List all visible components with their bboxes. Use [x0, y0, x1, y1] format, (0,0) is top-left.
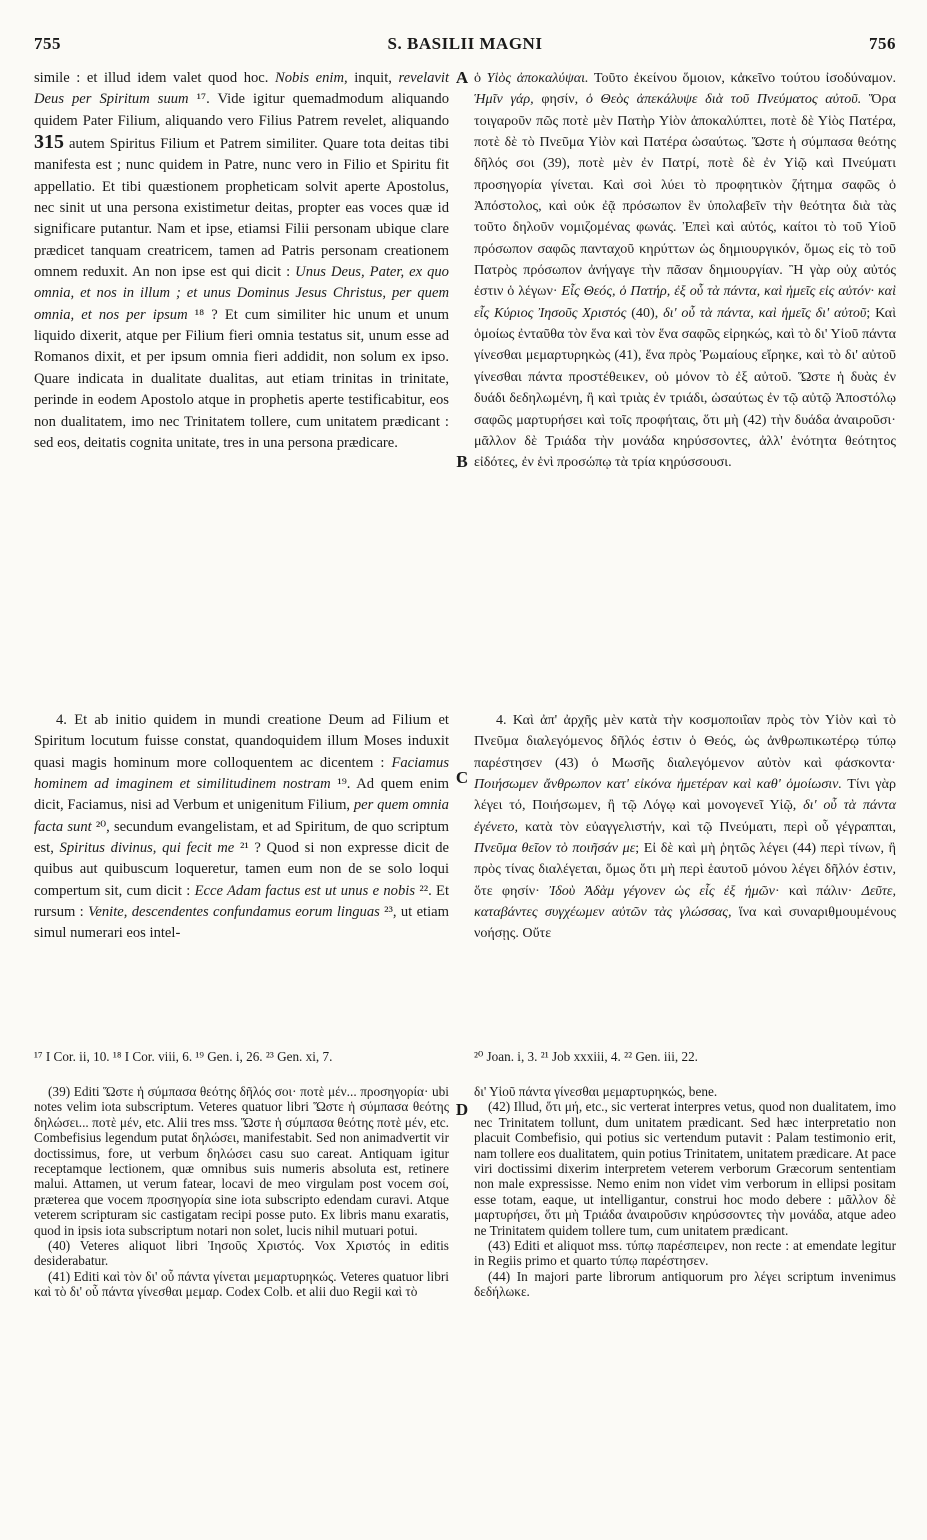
margin-letter-d: D [455, 1100, 469, 1119]
latin-quote: per quem omnia facta sunt [34, 797, 449, 835]
latin-text: ²². Et rursum : [34, 882, 450, 921]
latin-column [34, 68, 449, 454]
latin-scripture-refs: ¹⁷ I Cor. ii, 10. ¹⁸ I Cor. viii, 6. ¹⁹ Gen. i, 26. ²³ Gen. xi, 7. [34, 1049, 333, 1064]
greek-text: Ὅρα τοιγαροῦν πῶς ποτὲ μὲν Πατὴρ Υἱὸν ἀποκαλύπτει, ποτὲ δὲ Υἱὸς Πατέρα, ποτὲ δὲ τὸ Πνεῦμα Υἱὸν καὶ Πατέρα ὡσαύτως. Ὥστε ἡ σύμπασα θεότης δῆλός σοι (39), ποτὲ μὲν ἐν Πατρί, ποτὲ δὲ ἐν Υἱῷ καὶ Πνεύματι προσηγορία γίνεται. Καὶ σοὶ λύει τὸ προφητικὸν ζήτημα σαφῶς ὁ Ἀπόστολος, καὶ οὐκ ἐᾷ πρόσωπον ἓν ὑπολαβεῖν τὴν θεότητα διὰ τὰς τοῦτο δηλοῦν νομιζομένας φωνάς. Ἐπεὶ καὶ αὐτός, καίτοι τὸ τοῦ Υἱοῦ πρόσωπον σαφῶς πανταχοῦ κηρύττων ὡς δημιουργικόν, ὅμως εἰς τὸ τοῦ Πατρὸς πρόσωπον ἀνήγαγε τὴν πᾶσαν δημιουργίαν. Ἢ γὰρ οὐχ αὐτός ἐστιν ὁ λέγων· [474, 91, 896, 300]
latin-quote: Unus Deus, Pater, ex quo omnia, et nos in illum ; et unus Dominus Jesus Christus, per quem omnia, et nos per ipsum [34, 264, 449, 323]
running-header [34, 34, 896, 58]
note-41-continued: δι' Υἱοῦ πάντα γίνεσθαι μεμαρτυρηκώς, bene. [474, 1084, 718, 1099]
latin-paragraph-1 [34, 68, 449, 454]
margin-letter-a: A [455, 68, 469, 87]
greek-scripture-refs: ²⁰ Joan. i, 3. ²¹ Job xxxiii, 4. ²² Gen. iii, 22. [474, 1049, 698, 1064]
greek-text: Τίνι γὰρ λέγει τό, Ποιήσωμεν, ἢ τῷ Λόγῳ καὶ μονογενεῖ Υἱῷ, [474, 776, 896, 814]
latin-quote: Nobis enim, [275, 70, 348, 86]
page-number-right: 756 [869, 34, 896, 53]
greek-quote: Δεῦτε, καταβάντες συγχέωμεν αὐτῶν τὰς γλώσσας, [474, 882, 897, 921]
page-number-left: 755 [34, 34, 61, 53]
note-39: (39) Editi Ὥστε ἡ σύμπασα θεότης δῆλός σοι· ποτὲ μέν... προσηγορία· ubi notes velim iota subscriptum. Veteres quatuor libri Ὥστε ἡ σύμπασα θεότης δηλώσει... ποτὲ μέν, etc. Alii tres mss. Ὥστε ἡ σύμπασα θεότης ποτὲ μέν, etc. Combefisius legendum putat δηλώσει, manifestabit. Sed non animadvertit vir doctissimus, fore, ut verbum δηλώσει casu suo careat. Antiquam igitur receptamque lectionem, quæ omnibus suis numeris absoluta est, retinere malui. Attamen, ut verum fatear, locavi de meo virgulam post vocem σοί, præterea que vocem προσηγορία sine iota subscripto edendam curavi. Atque veterem scripturam sic castigatam recipi posse puto. Ex libris manu exaratis, quod in ipsis iota subscriptum notari non solet, lucis nihil mutuari potui. [34, 1084, 449, 1238]
greek-text: ἵνα καὶ συναριθμουμένους νοήσῃς. Οὔτε [474, 904, 896, 942]
greek-quote: Πνεῦμα θεῖον τὸ ποιῆσάν με [474, 840, 636, 857]
latin-quote: Venite, descendentes confundamus eorum linguas [88, 904, 380, 921]
note-42: (42) Illud, ὅτι μή, etc., sic verterat interpres vetus, quod non dualitatem, imo nec Trinitatem tollunt, dum unitatem prædicant. Sed hæc interpretatio non placuit Combefisio, qui potius sic vertendum putavit : Palam testimonio erit, nam tollere eos dualitatem, quin potius Trinitatem, unitatem prædicare. At pace viri doctissimi dixerim interpretem veterem verborum Græcorum sententiam non male expressisse. Nemo enim non videt vim verborum in ellipsi positam esse totam, eaque, ut intelligantur, construi hoc modo debere : μᾶλλον δὲ μαρτυρήσει, ὅτι μὴ Τριάδα ἀναιροῦσιν κηρύσσοντες τὴν μονάδα, atque adeo ne Trinitatem quidem tollere tum, cum unitatem prædicant. [474, 1099, 896, 1238]
latin-paragraph-2 [34, 710, 449, 945]
latin-quote: Spiritus divinus, qui fecit me [59, 840, 235, 857]
greek-text: · καὶ πάλιν· [774, 882, 862, 899]
notes-left-column [34, 1084, 449, 1300]
greek-text: ὁ [474, 70, 487, 86]
latin-quote: revelavit Deus per Spiritum suum [34, 70, 450, 108]
greek-quote: δι' οὗ τὰ πάντα, καὶ ἡμεῖς δι' αὐτοῦ [663, 304, 867, 321]
latin-text: simile : et illud idem valet quod hoc. [34, 70, 275, 86]
greek-text: 4. Καὶ ἀπ' ἀρχῆς μὲν κατὰ τὴν κοσμοποιΐαν πρὸς τὸν Υἱὸν καὶ τὸ Πνεῦμα διαλεγόμενος δῆλός ἐστιν ὁ Θεός, ὡς ἀνθρωπικωτέρῳ τύπῳ παρέστησεν (43) ὁ Μωσῆς διαλεγόμενον αὐτὸν καὶ φάσκοντα· [474, 712, 896, 771]
greek-quote: Ποιήσωμεν ἄνθρωπον κατ' εἰκόνα ἡμετέραν καὶ καθ' ὁμοίωσιν. [474, 776, 842, 793]
note-40: (40) Veteres aliquot libri Ἰησοῦς Χριστός. Vox Χριστός in editis desiderabatur. [34, 1238, 449, 1269]
latin-quote: Ecce Adam factus est ut unus e nobis [194, 882, 416, 899]
greek-text: κατὰ τὸν εὐαγγελιστήν, καὶ τῷ Πνεύματι, περὶ οὗ γέγραπται, [518, 818, 896, 835]
latin-text: ¹⁹. Ad quem enim dicit, Faciamus, nisi ad Verbum et unigenitum Filium, [34, 776, 449, 814]
notes-right-column [474, 1084, 896, 1300]
greek-quote: δι' οὗ τὰ πάντα ἐγένετο, [474, 797, 896, 835]
greek-column-section-4 [474, 710, 896, 945]
greek-paragraph-2 [474, 710, 896, 945]
running-title: S. BASILII MAGNI [387, 34, 543, 53]
greek-text: Τοῦτο ἐκείνου ὅμοιον, κἀκεῖνο τούτου ἰσοδύναμον. [588, 70, 896, 86]
latin-column-section-4 [34, 710, 449, 945]
latin-text: 4. Et ab initio quidem in mundi creatione Deum ad Filium et Spiritum locutum fuisse constat, quandoquidem illum Moses induxit quasi magis hominum more colloquentem ac dicentem : [34, 712, 449, 771]
latin-text: ¹⁷. Vide igitur quemadmodum aliquando quidem Pater Filium, aliquando vero Filius Patrem revelet, aliquando [34, 91, 449, 129]
margin-letter-c: C [455, 768, 469, 787]
greek-paragraph-1 [474, 68, 896, 474]
note-44: (44) In majori parte librorum antiquorum pro λέγει scriptum invenimus δεδήλωκε. [474, 1268, 896, 1300]
greek-text: ; Καὶ ὁμοίως ἐνταῦθα τὸν ἕνα καὶ τὸν ἕνα σαφῶς εἰρηκώς, καὶ τὸ δι' Υἱοῦ πάντα γίνεσθαι μεμαρτυρηκὼς (41), ἕνα πρὸς Ῥωμαίους εἴρηκε, καὶ τὸ δι' αὐτοῦ γίνεσθαι πάντα προστέθεικεν, οὐ μόνον τὸ ἐξ αὐτοῦ. Ὥστε ἡ δυὰς ἐν δυάδι δεδηλωμένη, ἢ καὶ τριὰς ἐν τριάδι, ὡσαύτως ἐν τῷ αὐτῷ Ἀποστόλῳ σαφῶς μαρτυρήσει καὶ τοῖς προφήταις, ὅτι μὴ (42) τὴν δυάδα ἀναιροῦσι· μᾶλλον δὲ Τριάδα τὴν μονάδα κηρύσσοντες, ἀλλ' ἑνότητα θεότητος εἰδότες, ἐν ἑνὶ προσώπῳ τὰ τρία κηρύσσουσι. [474, 304, 896, 471]
note-41: (41) Editi καὶ τὸν δι' οὗ πάντα γίνεται μεμαρτυρηκώς. Veteres quatuor libri καὶ τὸ δι' οὗ πάντα γίνεσθαι μεμαρ. Codex Colb. et alii duo Regii καὶ τὸ [34, 1268, 449, 1300]
latin-text: ²¹ ? Quod si non expresse dicit de quibus aut quibuscum loqueretur, tamen eum non de se solo loqui compertum sit, cum dicit : [34, 840, 449, 899]
note-43: (43) Editi et aliquot mss. τύπῳ παρέσπειρεν, non recte : at emendate legitur in Regiis primo et quarto τύπῳ παρέστησεν. [474, 1238, 896, 1269]
greek-text: ; Εἰ δὲ καὶ μὴ ῥητῶς λέγει (44) περὶ τίνων, ἢ πρὸς τίνας διαλέγεται, ὅμως ὅτι μὴ περὶ ἑαυτοῦ μόνου λέγει δῆλόν ἐστιν, ὅτε φησίν· [474, 840, 896, 899]
greek-quote: ὁ Θεὸς ἀπεκάλυψε διὰ τοῦ Πνεύματος αὐτοῦ. [585, 91, 862, 108]
latin-text: ²⁰, secundum evangelistam, et ad Spiritum, de quo scriptum est, [34, 818, 449, 857]
latin-text: ¹⁸ ? Et cum similiter hic unum et unum liquido dixerit, atque per Filium fieri omnia testatus sit, unum esse ad Romanos dixit, et per ipsum omnia fieri addidit, non solum ex ipso. Quare indicata in dualitate dualitas, aut etiam trinitas in trinitate, perinde in eodem Apostolo atque in prophetis aperte testificabitur, eos non dualitatem, imo nec Trinitatem tollere, cum unitatem prædicant : sed eos, deitatis cognita unitate, tres in una persona prædicare. [34, 306, 450, 451]
greek-column [474, 68, 896, 474]
latin-text: autem Spiritus Filium et Patrem similiter. Quare tota deitas tibi manifesta est ; nunc quidem in Patre, nunc vero in Filio et Spiritu fit appellatio. Et tibi quæstionem propheticam solvit aperte Apostolus, nec sinit ut una persona existimetur deitas, propter eas voces quæ id significare putantur. Nam et ipse, etiamsi Filii personam ubique clare prædicet tanquam creatricem, tamen ad Patris personam creationem omnem reduxit. An non ipse est qui dicit : [34, 136, 449, 281]
latin-text: ²³, ut etiam simul numerari eos intel- [34, 904, 449, 942]
latin-text: inquit, [347, 70, 399, 86]
margin-letter-b: B [456, 452, 468, 471]
greek-quote: Ἰδοὺ Ἀδὰμ γέγονεν ὡς εἷς ἐξ ἡμῶν [549, 882, 775, 899]
greek-quote: Ἡμῖν γάρ, [474, 91, 534, 108]
column-reference-number: 315 [34, 131, 64, 154]
greek-quote: Εἷς Θεός, ὁ Πατήρ, ἐξ οὗ τὰ πάντα, καὶ ἡμεῖς εἰς αὐτόν· καὶ εἷς Κύριος Ἰησοῦς Χριστός [474, 283, 896, 321]
page [34, 34, 896, 1514]
greek-quote: Υἱὸς ἀποκαλύψαι. [486, 70, 589, 86]
greek-text: φησίν, [533, 91, 586, 108]
latin-quote: Faciamus hominem ad imaginem et similitudinem nostram [34, 754, 449, 793]
greek-text: (40), [626, 304, 664, 321]
